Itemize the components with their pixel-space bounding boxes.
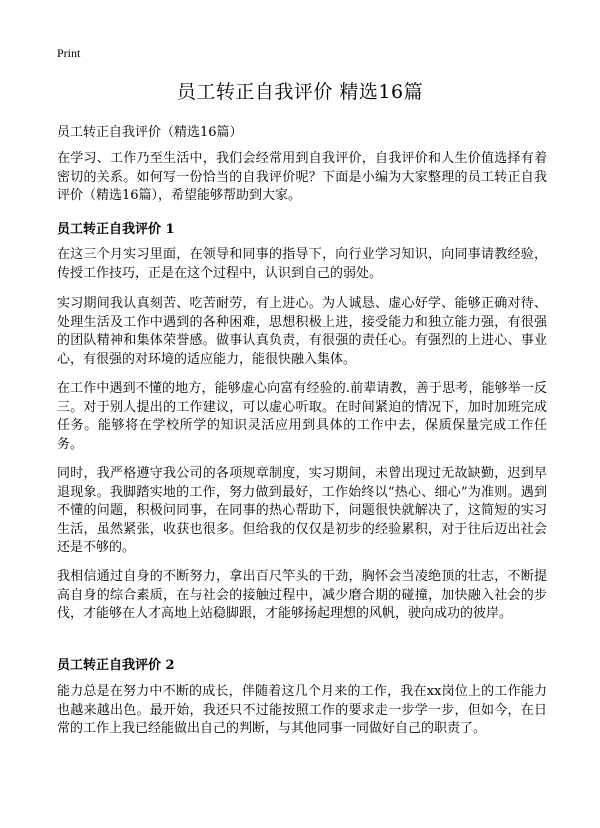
section-2-paragraph-1: 能力总是在努力中不断的成长，伴随着这几个月来的工作，我在xx岗位上的工作能力也越来越出色。最开始，我还只不过能按照工作的要求走一步学一步，但如今，在日常的工作上我已经能做出自己的判断，与其他同事一同做好自己的职责了。 [57,684,547,736]
section-2-heading: 员工转正自我评价 2 [57,658,175,673]
section-1-paragraph-2: 实习期间我认真刻苦、吃苦耐劳，有上进心。为人诚恳、虚心好学、能够正确对待、处理生活及工作中遇到的各种困难，思想积极上进，接受能力和独立能力强，有很强的团队精神和集体荣誉感。做事认真负责，有很强的责任心。有强烈的上进心、事业心，有很强的对环境的适应能力，能很快融入集体。 [57,296,547,367]
intro-paragraph: 在学习、工作乃至生活中，我们会经常用到自我评价，自我评价和人生价值选择有着密切的关系。如何写一份恰当的自我评价呢？下面是小编为大家整理的员工转正自我评价（精选16篇），希望能够帮助到大家。 [57,151,547,203]
section-1-paragraph-5: 我相信通过自身的不断努力，拿出百尺竿头的干劲，胸怀会当凌绝顶的壮志，不断提高自身的综合素质，在与社会的接触过程中，减少磨合期的碰撞，加快融入社会的步伐，才能够在人才高地上站稳脚跟，才能够扬起理想的风帆，驶向成功的彼岸。 [57,569,547,621]
section-1-paragraph-4: 同时，我严格遵守我公司的各项规章制度，实习期间，未曾出现过无故缺勤，迟到早退现象。我脚踏实地的工作，努力做到最好，工作始终以“热心、细心”为准则。遇到不懂的问题，积极问同事，在同事的热心帮助下，问题很快就解决了，这简短的实习生活，虽然紧张，收获也很多。但给我的仅仅是初步的经验累积，对于往后迈出社会还是不够的。 [57,466,547,555]
section-1-paragraph-3: 在工作中遇到不懂的地方，能够虚心向富有经验的.前辈请教，善于思考，能够举一反三。对于别人提出的工作建议，可以虚心听取。在时间紧迫的情况下，加时加班完成任务。能够将在学校所学的知识灵活应用到具体的工作中去，保质保量完成工作任务。 [57,381,547,452]
document-subtitle: 员工转正自我评价（精选16篇） [57,125,243,140]
print-link[interactable]: Print [57,46,81,60]
document-title: 员工转正自我评价 精选16篇 [176,81,424,103]
section-1-paragraph-1: 在这三个月实习里面，在领导和同事的指导下，向行业学习知识，向同事请教经验，传授工作技巧，正是在这个过程中，认识到自己的弱处。 [57,247,547,281]
section-1-heading: 员工转正自我评价 1 [57,222,175,237]
